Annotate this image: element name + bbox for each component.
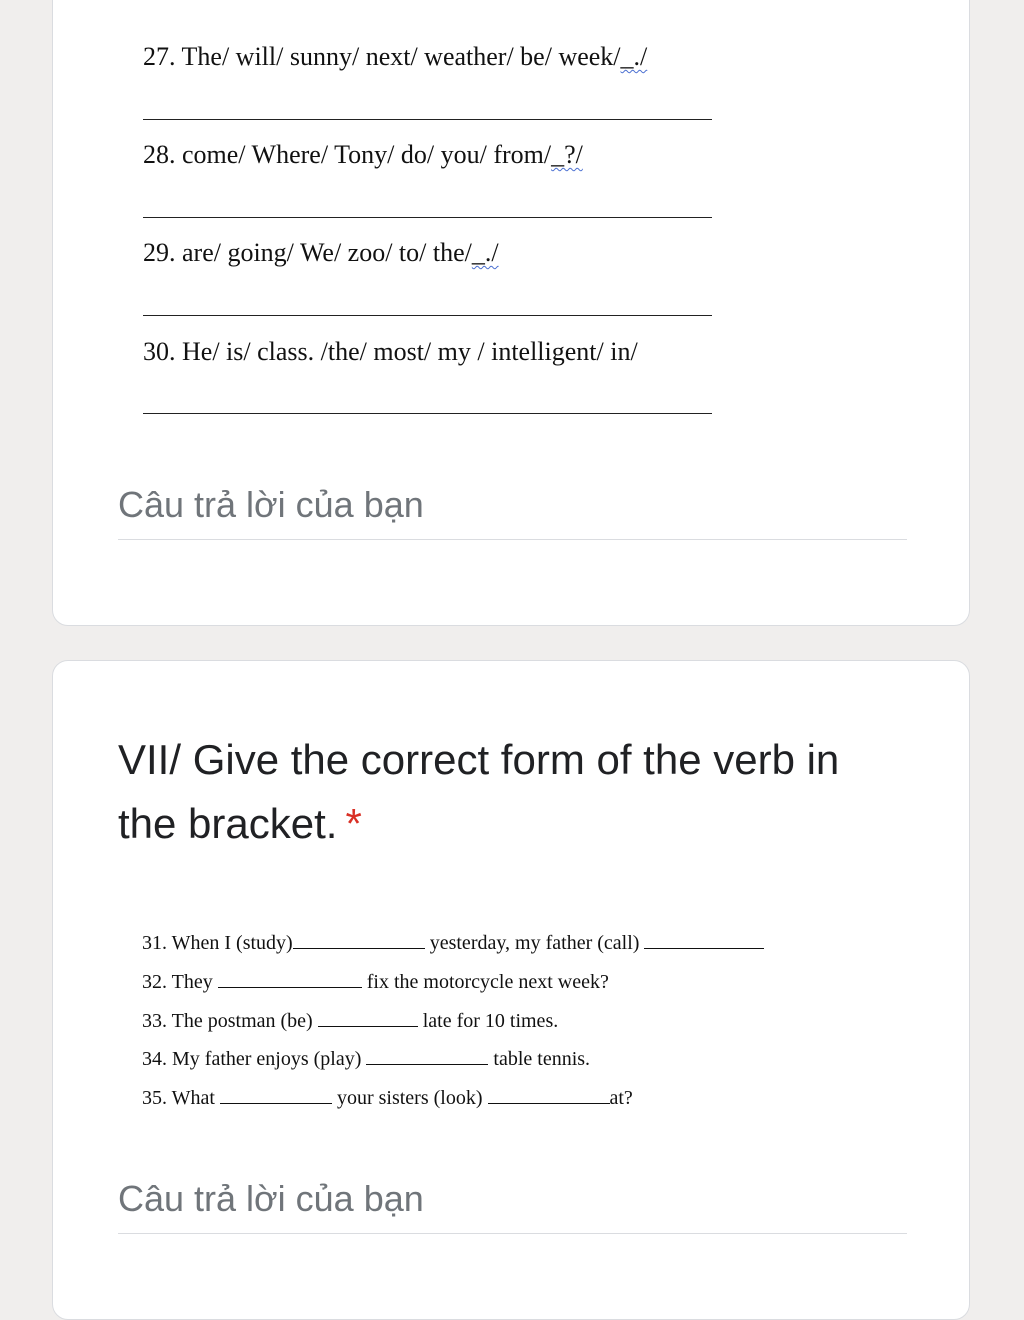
question-title-text: VII/ Give the correct form of the verb in the bracket. xyxy=(118,736,840,847)
exercise-31-blank-2 xyxy=(644,930,764,949)
question-27-text: 27. The/ will/ sunny/ next/ weather/ be/ week/ xyxy=(143,42,621,71)
exercise-34 xyxy=(142,1046,590,1071)
exercise-34-part-b: table tennis. xyxy=(488,1048,591,1070)
exercise-33-blank-1 xyxy=(318,1008,418,1027)
question-27 xyxy=(143,42,647,72)
answer-blank-28 xyxy=(143,217,712,218)
question-29-text: 29. are/ going/ We/ zoo/ to/ the/ xyxy=(143,238,472,267)
exercise-32-blank-1 xyxy=(218,969,362,988)
answer-input-section-7[interactable]: Câu trả lời của bạn xyxy=(118,1178,424,1219)
answer-input-section-6[interactable]: Câu trả lời của bạn xyxy=(118,484,424,525)
exercise-31-part-a: 31. When I (study) xyxy=(142,932,293,954)
question-card-section-6 xyxy=(52,0,970,626)
exercise-32 xyxy=(142,969,609,994)
exercise-33 xyxy=(142,1008,558,1033)
question-28 xyxy=(143,140,583,170)
exercise-31-blank-1 xyxy=(293,930,425,949)
exercise-33-part-a: 33. The postman (be) xyxy=(142,1010,318,1032)
answer-blank-29 xyxy=(143,315,712,316)
exercise-35 xyxy=(142,1085,633,1110)
answer-input-underline-section-6 xyxy=(118,539,907,540)
question-28-text: 28. come/ Where/ Tony/ do/ you/ from/ xyxy=(143,140,552,169)
answer-input-underline-section-7 xyxy=(118,1233,907,1234)
required-asterisk: * xyxy=(345,800,362,847)
exercise-31 xyxy=(142,930,764,955)
answer-blank-30 xyxy=(143,413,712,414)
exercise-34-part-a: 34. My father enjoys (play) xyxy=(142,1048,367,1070)
exercise-34-blank-1 xyxy=(366,1046,488,1065)
exercise-35-part-b: your sisters (look) xyxy=(331,1087,488,1109)
exercise-32-part-b: fix the motorcycle next week? xyxy=(361,971,609,993)
question-title xyxy=(118,728,908,856)
question-30-text: 30. He/ is/ class. /the/ most/ my / intelligent/ in/ xyxy=(143,337,638,366)
question-29-punct: _./ xyxy=(471,238,499,267)
exercise-35-blank-2 xyxy=(488,1085,610,1104)
exercise-32-part-a: 32. They xyxy=(142,971,218,993)
exercise-33-part-b: late for 10 times. xyxy=(417,1010,559,1032)
exercise-35-blank-1 xyxy=(220,1085,332,1104)
question-30 xyxy=(143,337,638,367)
question-27-punct: _./ xyxy=(620,42,648,71)
question-28-punct: _?/ xyxy=(551,140,583,169)
exercise-31-part-b: yesterday, my father (call) xyxy=(424,932,645,954)
exercise-35-part-c: at? xyxy=(609,1087,633,1109)
exercise-35-part-a: 35. What xyxy=(142,1087,220,1109)
question-29 xyxy=(143,238,499,268)
answer-blank-27 xyxy=(143,119,712,120)
